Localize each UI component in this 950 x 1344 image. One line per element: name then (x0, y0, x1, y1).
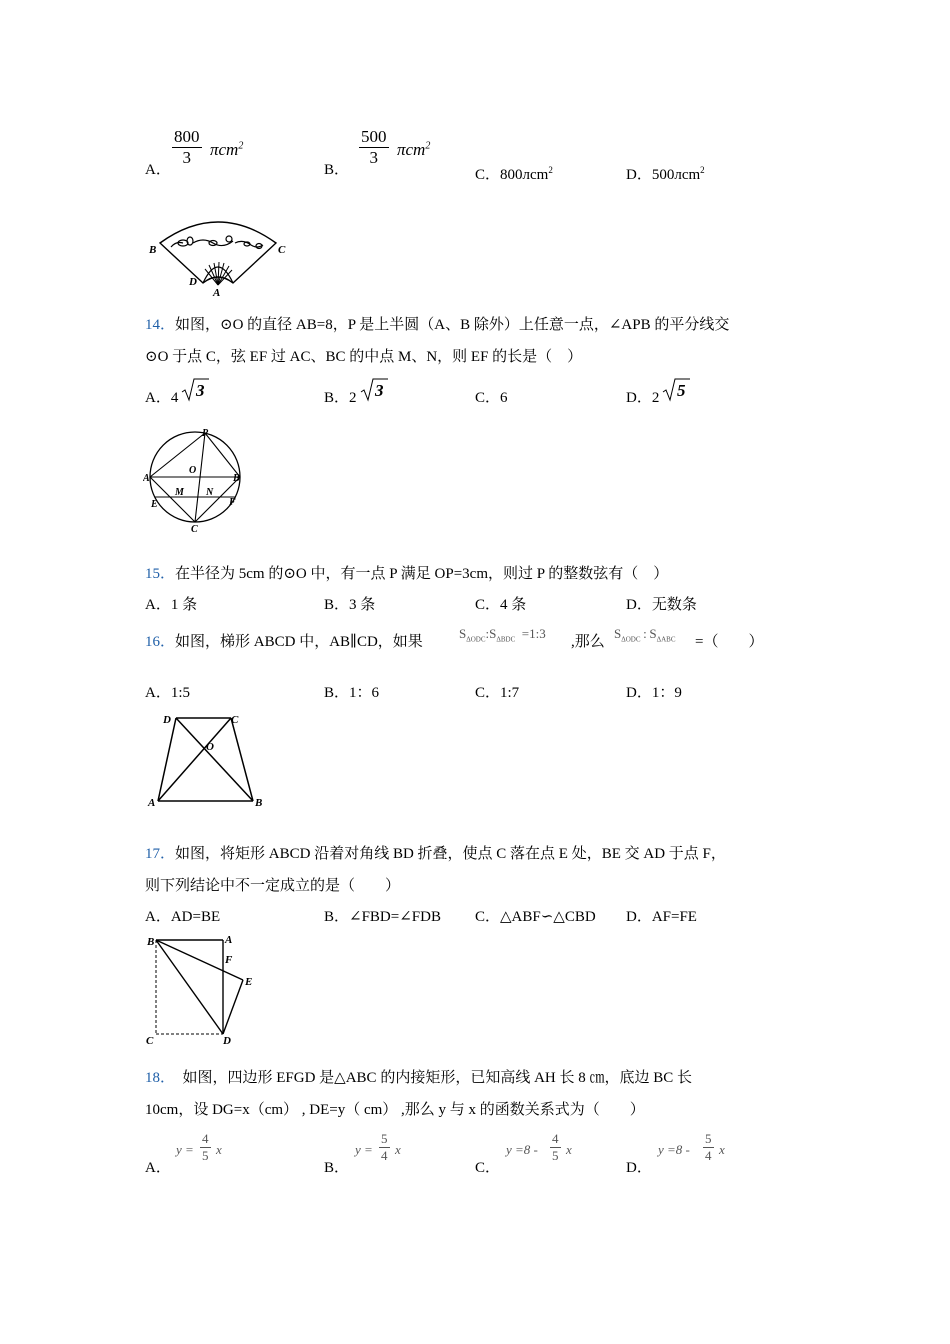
q14-b-sqrt (360, 376, 390, 404)
q18-d-fraction: $\frac{5}{4}$ (705, 1131, 712, 1163)
q16-label-a: A (148, 797, 156, 809)
q13-fan-figure (143, 205, 293, 300)
q17-label-f: F (225, 954, 233, 966)
q14-option-a: A．4 (145, 390, 179, 406)
q17-line1: 17．如图，将矩形 ABCD 沿着对角线 BD 折叠，使点 C 落在点 E 处，BE 交 AD 于点 F， (145, 846, 726, 862)
q14-line2: ⊙O 于点 C，弦 EF 过 AC、BC 的中点 M、N，则 EF 的长是（ ） (145, 349, 583, 365)
q13-option-a-fraction (172, 127, 202, 168)
q17-label-d: D (223, 1035, 231, 1047)
q16-option-d: D．1：9 (626, 685, 682, 701)
q15-option-a: A．1 条 (145, 597, 198, 613)
q16-label-d: D (163, 714, 171, 726)
q17-label-c: C (146, 1035, 154, 1047)
q13-a-numerator: 800 (174, 127, 200, 146)
q16-label-b: B (255, 797, 263, 809)
q17-option-d: D．AF=FE (626, 909, 697, 925)
q17-option-c: C．△ABF∽△CBD (475, 909, 596, 925)
q14-label-a: A (143, 473, 150, 484)
q18-b-fraction: $\frac{5}{4}$ (381, 1131, 388, 1163)
q18-option-d-letter: D． (626, 1160, 652, 1176)
q13-option-c: C．800лcm$^2$ (475, 165, 553, 183)
q14-label-f: F (229, 497, 236, 508)
q18-b-post: x (395, 1142, 401, 1157)
q18-option-b-letter: B． (324, 1160, 350, 1176)
q13-option-b-letter: B． (324, 162, 350, 178)
q14-option-c: C．6 (475, 390, 508, 406)
q14-option-b: B．2 (324, 390, 357, 406)
q18-c-post: x (566, 1142, 572, 1157)
q18-c-pre: y =8 - (506, 1142, 538, 1157)
q13-label-b: B (149, 244, 157, 256)
q13-b-numerator: 500 (361, 127, 387, 146)
q13-option-b-fraction (359, 127, 389, 168)
q14-option-d: D．2 (626, 390, 660, 406)
q14-line1: 14．如图，⊙O 的直径 AB=8，P 是上半圆（A、B 除外）上任意一点，∠APB 的平分线交 (145, 317, 730, 333)
q14-label-b: B (233, 473, 240, 484)
q18-d-post: x (719, 1142, 725, 1157)
q16-option-a: A．1:5 (145, 685, 191, 701)
q16-line1: 16．如图，梯形 ABCD 中，AB∥CD，如果 (145, 634, 423, 650)
svg-text:3: 3 (375, 381, 384, 400)
q14-label-n: N (206, 487, 214, 498)
q16-mid-text: ,那么 (571, 634, 605, 650)
q14-label-m: M (175, 487, 184, 498)
q17-label-a: A (225, 934, 233, 946)
q16-label-o: O (206, 741, 214, 753)
svg-text:5: 5 (677, 381, 686, 400)
q16-area-ratio-1: $S_{\Delta ODC}:S_{\Delta BDC}$ =1:3 (459, 626, 546, 644)
q18-a-fraction: $\frac{4}{5}$ (202, 1131, 209, 1163)
q18-a-pre: y = (176, 1142, 194, 1157)
q13-a-unit: πcm$^2$ (210, 140, 244, 159)
q13-label-a: A (213, 287, 221, 299)
q17-fold-figure (143, 930, 263, 1048)
q14-label-e: E (151, 499, 158, 510)
q13-option-d: D．500лcm$^2$ (626, 165, 705, 183)
q16-option-b: B．1：6 (324, 685, 380, 701)
q15-option-b: B．3 条 (324, 597, 376, 613)
q17-line2: 则下列结论中不一定成立的是（ ） (145, 878, 401, 894)
q17-option-a: A．AD=BE (145, 909, 221, 925)
q14-label-p: P (202, 428, 209, 439)
q16-option-c: C．1:7 (475, 685, 520, 701)
q18-b-pre: y = (355, 1142, 373, 1157)
q16-area-ratio-2: $S_{\Delta ODC}$ : $S_{\Delta ABC}$ (614, 626, 676, 644)
q13-b-denominator: 3 (369, 148, 378, 167)
q13-option-a-letter: A． (145, 162, 171, 178)
q13-a-denominator: 3 (182, 148, 191, 167)
q17-label-e: E (245, 976, 253, 988)
q16-label-c: C (231, 714, 239, 726)
q15-option-c: C．4 条 (475, 597, 527, 613)
q14-label-o: O (189, 465, 197, 476)
q14-circle-figure (143, 425, 253, 535)
q14-d-sqrt (662, 376, 692, 404)
q18-option-c-letter: C． (475, 1160, 501, 1176)
q16-post-text: =（ ） (695, 634, 764, 650)
q15-line1: 15．在半径为 5cm 的⊙O 中，有一点 P 满足 OP=3cm，则过 P 的整数弦有（ ） (145, 566, 669, 582)
q13-label-d: D (189, 276, 197, 288)
q18-c-fraction: $\frac{4}{5}$ (552, 1131, 559, 1163)
q18-option-a-letter: A． (145, 1160, 171, 1176)
q13-b-unit: πcm$^2$ (397, 140, 431, 159)
q14-a-sqrt (181, 376, 211, 404)
q16-trapezoid-figure (143, 708, 273, 816)
q17-option-b: B．∠FBD=∠FDB (324, 909, 441, 925)
q18-line2: 10cm，设 DG=x（cm） , DE=y（ cm） ,那么 y 与 x 的函数关系式为（ ） (145, 1102, 645, 1118)
q18-d-pre: y =8 - (658, 1142, 690, 1157)
svg-text:3: 3 (196, 381, 205, 400)
q13-label-c: C (278, 244, 286, 256)
q18-a-post: x (216, 1142, 222, 1157)
q18-line1: 18． 如图，四边形 EFGD 是△ABC 的内接矩形，已知高线 AH 长 8 ㎝，底边 BC 长 (145, 1070, 692, 1086)
q17-label-b: B (147, 936, 155, 948)
q14-label-c: C (191, 524, 198, 535)
q15-option-d: D．无数条 (626, 597, 697, 613)
